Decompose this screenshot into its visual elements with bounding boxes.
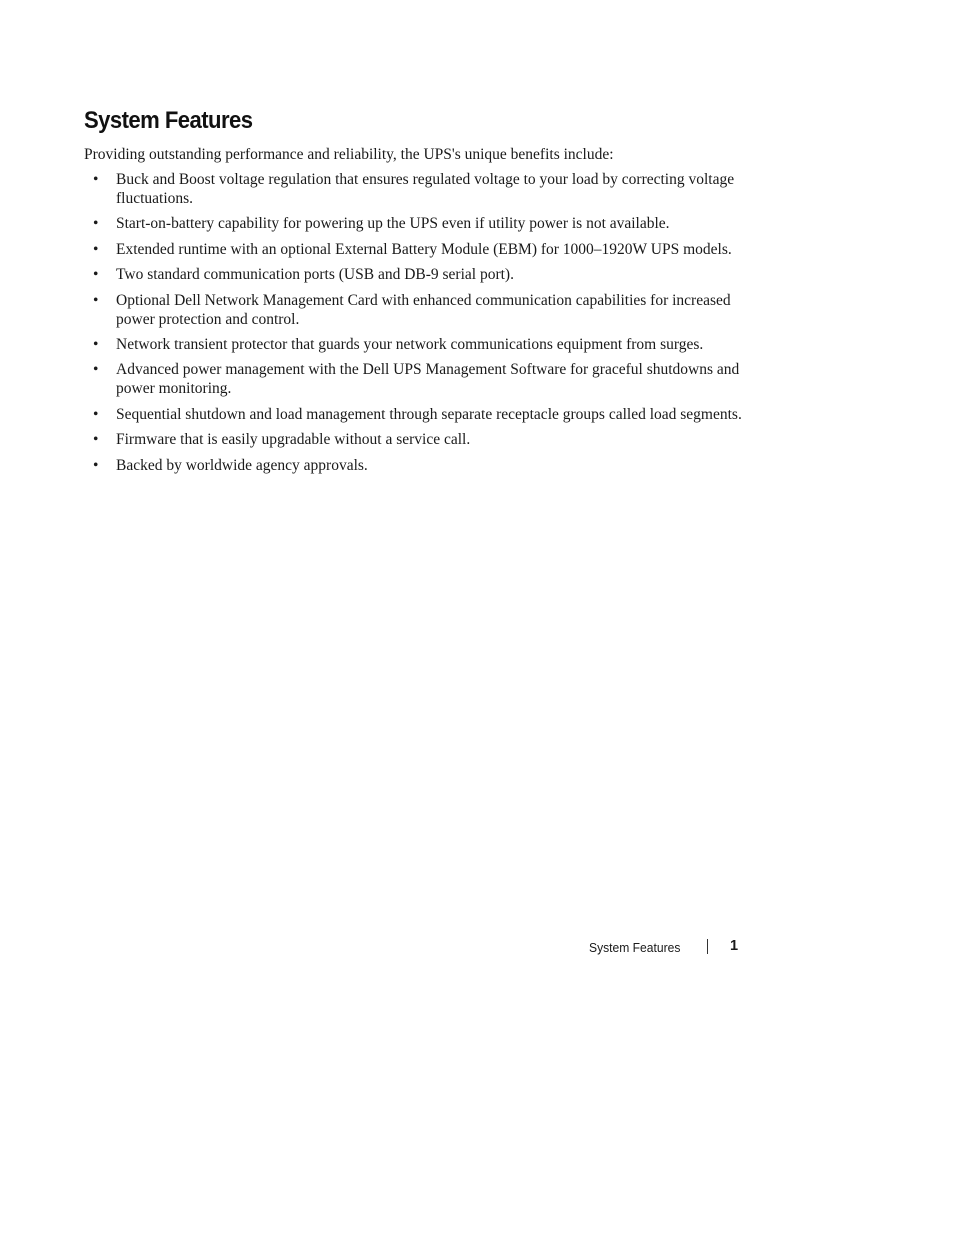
- list-item-text: Network transient protector that guards your network communications equipment from surges.: [116, 335, 704, 353]
- bullet-icon: •: [93, 240, 99, 258]
- feature-list: [84, 170, 764, 481]
- list-item-text: Optional Dell Network Management Card with enhanced communication capabilities for increased power protection and control.: [116, 291, 731, 328]
- bullet-icon: •: [93, 361, 99, 379]
- list-item: [84, 265, 764, 284]
- bullet-icon: •: [93, 431, 99, 449]
- list-item: [84, 214, 764, 233]
- list-item: [84, 456, 764, 475]
- footer-divider: [707, 939, 708, 954]
- bullet-icon: •: [93, 405, 99, 423]
- list-item: [84, 291, 764, 329]
- list-item: [84, 170, 764, 208]
- bullet-icon: •: [93, 335, 99, 353]
- footer-section-title: System Features: [589, 940, 681, 955]
- list-item-text: Start-on-battery capability for powering up the UPS even if utility power is not available.: [116, 215, 670, 233]
- list-item-text: Two standard communication ports (USB and DB-9 serial port).: [116, 266, 514, 284]
- page-title: System Features: [84, 107, 253, 134]
- list-item: [84, 430, 764, 449]
- list-item: [84, 335, 764, 354]
- bullet-icon: •: [93, 456, 99, 474]
- bullet-icon: •: [93, 215, 99, 233]
- list-item: [84, 240, 764, 259]
- list-item-text: Extended runtime with an optional External Battery Module (EBM) for 1000–1920W UPS models.: [116, 240, 732, 258]
- intro-paragraph: Providing outstanding performance and reliability, the UPS's unique benefits include:: [84, 146, 614, 163]
- list-item-text: Firmware that is easily upgradable without a service call.: [116, 431, 471, 449]
- list-item-text: Buck and Boost voltage regulation that ensures regulated voltage to your load by correcting voltage fluctuations.: [116, 171, 735, 207]
- bullet-icon: •: [93, 291, 99, 309]
- list-item-text: Sequential shutdown and load management through separate receptacle groups called load segments.: [116, 405, 742, 423]
- bullet-icon: •: [93, 171, 99, 188]
- list-item: [84, 360, 764, 398]
- list-item: [84, 405, 764, 424]
- bullet-icon: •: [93, 266, 99, 284]
- list-item-text: Advanced power management with the Dell UPS Management Software for graceful shutdowns and power monitoring.: [116, 361, 740, 398]
- list-item-text: Backed by worldwide agency approvals.: [116, 456, 368, 474]
- page-number: 1: [730, 938, 739, 954]
